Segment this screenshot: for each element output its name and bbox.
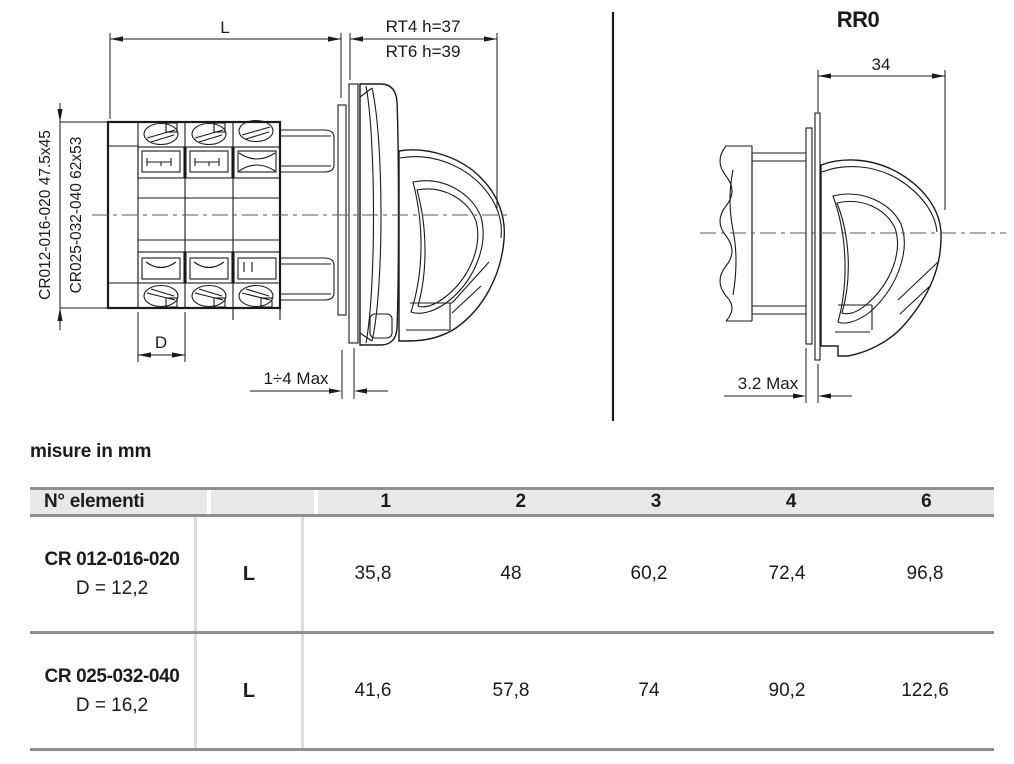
table-row [30,517,994,634]
knob-left [399,150,504,341]
model-name: CR 025-032-040 [44,665,180,687]
left-drawing [37,17,510,399]
dim-label-rt6: RT6 h=39 [385,42,461,61]
header-col-2: 2 [515,491,527,512]
right-drawing [700,7,1006,403]
units-note: misure in mm [30,441,152,462]
knob-right [821,160,941,356]
table-header-row [30,487,994,517]
value-cell: 48 [500,563,522,584]
dimension-D [138,312,185,362]
model-cell [30,634,197,748]
dim-label-rt4: RT4 h=37 [385,17,461,36]
dimensions-table [30,487,994,751]
dim-label-gap: 1÷4 Max [263,369,329,388]
flange-plates-right [806,113,820,360]
header-spacer-cell [211,490,318,514]
right-drawing-title: RR0 [836,7,880,32]
value-cell: 74 [638,680,660,701]
model-d-value: D = 12,2 [75,578,149,599]
value-cell: 35,8 [354,563,392,584]
value-cell: 96,8 [906,563,944,584]
header-elements-cell: N° elementi [30,490,211,514]
model-cell [30,517,197,631]
module-3-terminals [234,121,280,308]
value-cell: 90,2 [768,680,806,701]
value-cell: 41,6 [354,680,392,701]
dimension-height [37,103,107,330]
table-row [30,634,994,751]
dim-label-34: 34 [871,55,891,74]
dim-label-D: D [154,333,168,352]
model-d-value: D = 16,2 [75,695,149,716]
dim-label-panel: 3.2 Max [737,374,799,393]
dim-label-L: L [220,18,230,37]
dim-symbol-cell: L [197,517,304,631]
dimension-L [110,18,341,119]
header-col-3: 3 [650,491,662,512]
header-col-4: 4 [785,491,797,512]
dim-label-model-small: CR012-016-020 47.5x45 [37,130,54,300]
dimension-panel [724,348,852,403]
value-cell: 72,4 [768,563,806,584]
header-col-1: 1 [380,491,391,512]
value-cell: 60,2 [630,563,668,584]
dim-symbol-cell: L [197,634,304,748]
header-col-6: 6 [921,491,932,512]
model-name: CR 012-016-020 [44,548,180,570]
dim-label-model-large: CR025-032-040 62x53 [68,136,85,294]
dimension-34 [818,55,945,210]
dimension-gap [250,348,388,399]
value-cell: 57,8 [492,680,530,701]
value-cell: 122,6 [901,680,949,701]
